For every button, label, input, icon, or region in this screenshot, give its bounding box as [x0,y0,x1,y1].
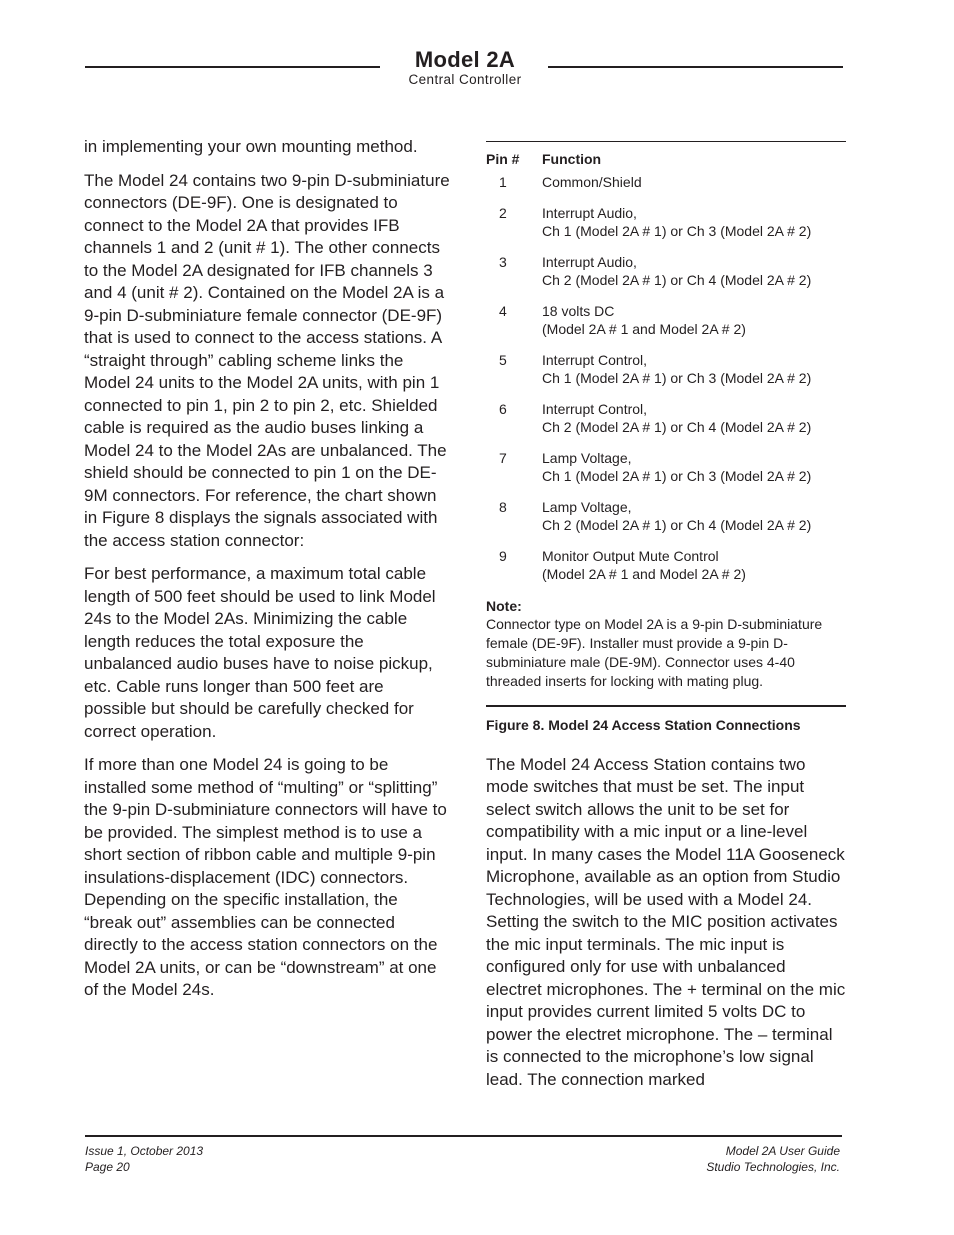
pin-function-line1: Monitor Output Mute Control [542,547,719,564]
pin-function [542,400,846,437]
pin-function [542,351,846,388]
pin-function-line2: Ch 1 (Model 2A # 1) or Ch 3 (Model 2A # 2) [542,223,812,239]
pin-function-line1: Interrupt Audio, [542,204,637,221]
pin-number: 8 [499,498,507,515]
pin-function-line1: Common/Shield [542,174,642,190]
pin-number: 7 [499,449,507,466]
pin-row [486,173,846,192]
pin-function [542,449,846,486]
footer-page-number: Page 20 [85,1160,130,1174]
pin-function-line2: Ch 1 (Model 2A # 1) or Ch 3 (Model 2A # 2) [542,370,812,386]
header-rule-right [548,66,843,68]
pin-function-line2: Ch 2 (Model 2A # 1) or Ch 4 (Model 2A # 2) [542,517,812,533]
pin-function [542,302,846,339]
right-column [486,141,846,1091]
pin-function-line2: (Model 2A # 1 and Model 2A # 2) [542,566,746,582]
pin-row [486,449,846,486]
footer-company: Studio Technologies, Inc. [706,1160,840,1174]
pin-row [486,400,846,437]
pin-number: 9 [499,547,507,564]
pin-number: 2 [499,204,507,221]
pin-number: 6 [499,400,507,417]
left-column [84,136,450,1013]
pin-function [542,204,846,241]
pin-function [542,547,846,584]
pin-function [542,498,846,535]
pin-function-line1: Interrupt Control, [542,400,648,417]
note-label: Note: [486,597,522,614]
function-header: Function [542,151,602,167]
pin-row [486,351,846,388]
body-paragraph: For best performance, a maximum total cable length of 500 feet should be used to link Model 24s to the Model 2As. Minimizing the cable length reduces the total exposure the unbalanced audio buses have to noise pickup, etc. Cable runs longer than 500 feet are possible but should be carefully checked for correct operation. [84,564,436,741]
footer-right [706,1143,840,1175]
figure-rule [486,705,846,707]
pin-function-line1: Lamp Voltage, [542,449,632,466]
pin-number: 4 [499,302,507,319]
pin-function-line1: 18 volts DC [542,302,615,319]
pin-function-line1: Lamp Voltage, [542,498,632,515]
header-subtitle: Central Controller [408,72,522,87]
header-rule-left [85,66,380,68]
body-paragraph: If more than one Model 24 is going to be installed some method of “multing” or “splitting” the 9-pin D-subminiature connectors will have to be provided. The simplest method is to use a short section of ribbon cable and multiple 9-pin insulations-displacement (IDC) connectors. Depending on the specific installation, the “break out” assemblies can be connected directly to the access station connectors on the Model 2A units, or can be “downstream” at one of the Model 24s. [84,755,447,999]
table-top-rule [486,141,846,142]
pin-function-line2: Ch 2 (Model 2A # 1) or Ch 4 (Model 2A # 2) [542,419,812,435]
header-title: Model 2A [414,47,516,72]
page-header [395,48,535,88]
pin-function-line2: (Model 2A # 1 and Model 2A # 2) [542,321,746,337]
pin-number: 5 [499,351,507,368]
footer-guide: Model 2A User Guide [725,1144,840,1158]
pin-number: 1 [499,174,507,190]
pin-number: 3 [499,253,507,270]
body-paragraph: The Model 24 Access Station contains two mode switches that must be set. The input select switch allows the unit to be set for compatibility with a mic input or a line-level input. In many cases the Model 11A Gooseneck Microphone, available as an option from Studio Technologies, will be used with a Model 24. Setting the switch to the MIC position activates the mic input terminals. The mic input is configured only for use with unbalanced electret microphones. The + terminal on the mic input provides current limited 5 volts DC to power the electret microphone. The – terminal is connected to the microphone’s low signal lead. The connection marked [486,754,846,1089]
body-paragraph: in implementing your own mounting method. [84,137,418,156]
figure-caption: Figure 8. Model 24 Access Station Connections [486,716,801,733]
pin-row [486,302,846,339]
pin-function [542,173,846,192]
pin-function-line1: Interrupt Control, [542,351,648,368]
pin-row [486,253,846,290]
pin-function [542,253,846,290]
footer-left [85,1143,203,1175]
pin-row [486,204,846,241]
body-paragraph: The Model 24 contains two 9-pin D-subminiature connectors (DE-9F). One is designated to connect to the Model 2A that provides IFB channels 1 and 2 (unit # 1). The other connects to the Model 2A designated for IFB channels 3 and 4 (unit # 2). Contained on the Model 2A is a 9-pin D-subminiature female connector (DE-9F) that is used to connect to the access stations. A “straight through” cabling scheme links the Model 24 units to the Model 2A units, with pin 1 connected to pin 1, pin 2 to pin 2, etc. Shielded cable is required as the audio buses linking a Model 24 to the Model 2As are unbalanced. The shield should be connected to pin 1 on the DE-9M connectors. For reference, the chart shown in Figure 8 displays the signals associated with the access station connector: [84,170,450,550]
pin-row [486,547,846,584]
footer-issue: Issue 1, October 2013 [85,1144,204,1158]
pin-header: Pin # [486,151,520,167]
footer-rule [85,1135,842,1137]
pin-function-line1: Interrupt Audio, [542,253,637,270]
pin-function-line2: Ch 2 (Model 2A # 1) or Ch 4 (Model 2A # 2) [542,272,812,288]
pin-table-header [486,150,846,168]
pin-function-line2: Ch 1 (Model 2A # 1) or Ch 3 (Model 2A # 2) [542,468,812,484]
note-text: Connector type on Model 2A is a 9-pin D-subminiature female (DE-9F). Installer must provide a 9-pin D-subminiature male (DE-9M). Connector uses 4-40 threaded inserts for locking with mating plug. [486,615,823,689]
pin-table [486,173,846,584]
pin-row [486,498,846,535]
